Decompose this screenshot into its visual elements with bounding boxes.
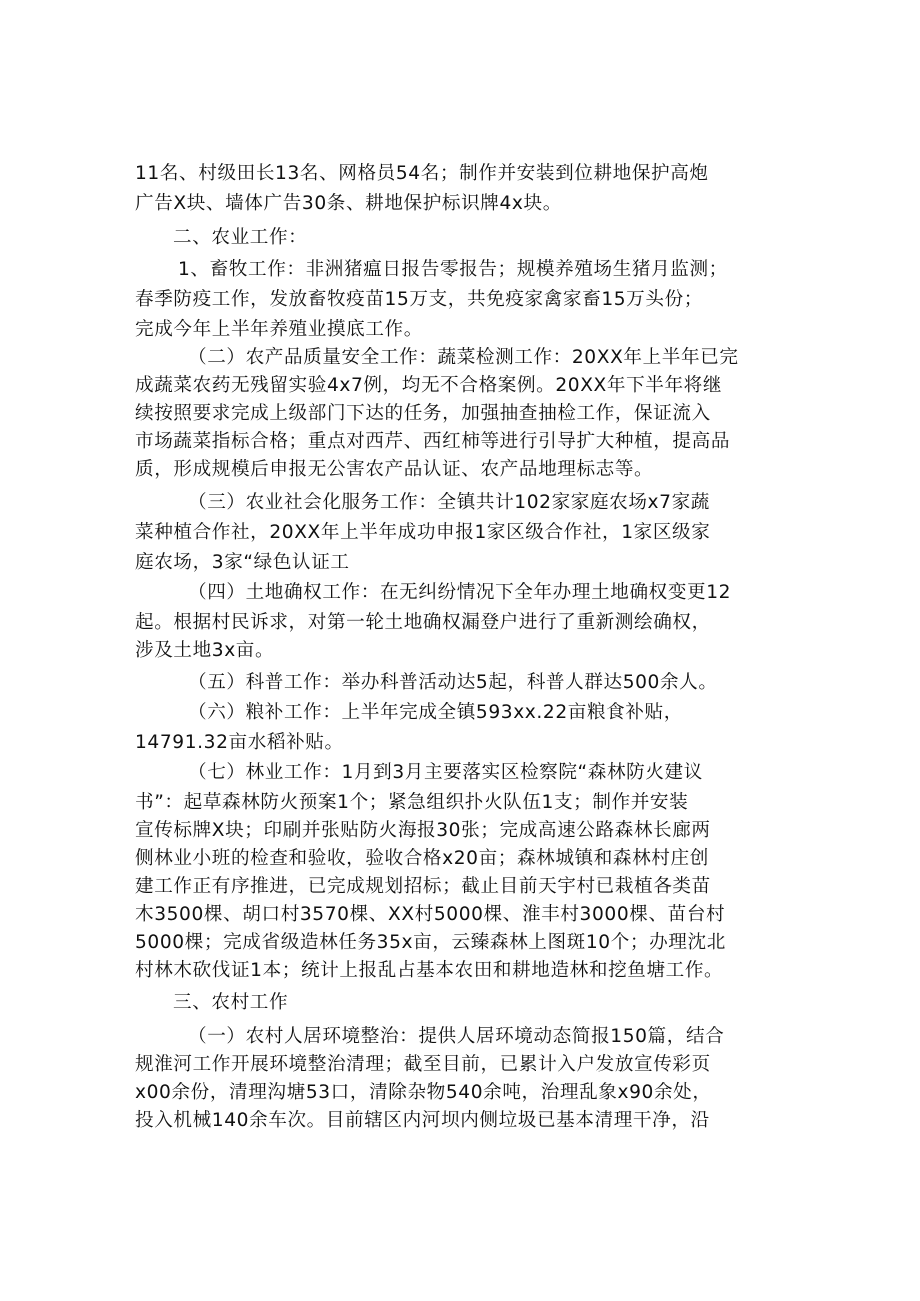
- text-line: 质，形成规模后申报无公害农产品认证、农产品地理标志等。: [135, 459, 654, 480]
- text-line: 春季防疫工作，发放畜牧疫苗15万支，共免疫家禽家畜15万头份；: [135, 289, 703, 310]
- text-line: 三、农村工作: [173, 992, 289, 1013]
- text-line: 涉及土地3x亩。: [135, 640, 275, 661]
- text-line: 市场蔬菜指标合格；重点对西芹、西红柿等进行引导扩大种植，提高品: [135, 431, 731, 452]
- text-line: 起。根据村民诉求，对第一轮土地确权漏登户进行了重新测绘确权，: [135, 612, 711, 633]
- text-line: 宣传标牌X块；印刷并张贴防火海报30张；完成高速公路森林长廊两: [135, 820, 711, 841]
- text-line: 规淮河工作开展环境整治清理；截至目前，已累计入户发放宣传彩页: [135, 1054, 711, 1075]
- text-line: 书”：起草森林防火预案1个；紧急组织扑火队伍1支；制作并安装: [135, 792, 689, 813]
- text-line: 建工作正有序推进，已完成规划招标；截止目前天宇村已栽植各类苗: [135, 876, 711, 897]
- text-line: 村林木砍伐证1本；统计上报乱占基本农田和耕地造林和挖鱼塘工作。: [135, 960, 724, 981]
- text-line: 投入机械140余车次。目前辖区内河坝内侧垃圾已基本清理干净，沿: [135, 1110, 710, 1131]
- text-line: （五）科普工作：举办科普活动达5起，科普人群达500余人。: [188, 672, 718, 693]
- text-line: 侧林业小班的检查和验收，验收合格x20亩；森林城镇和森林村庄创: [135, 848, 709, 869]
- text-line: （四）土地确权工作：在无纠纷情况下全年办理土地确权变更12: [188, 582, 732, 603]
- text-line: 菜种植合作社，20XX年上半年成功申报1家区级合作社，1家区级家: [135, 522, 711, 543]
- text-line: （三）农业社会化服务工作：全镇共计102家家庭农场x7家蔬: [188, 492, 710, 513]
- text-line: 14791.32亩水稻补贴。: [135, 732, 344, 753]
- text-line: 庭农场，3家“绿色认证工: [135, 552, 350, 573]
- text-line: （一）农村人居环境整治：提供人居环境动态简报150篇，结合: [188, 1026, 725, 1047]
- text-line: x00余份，清理沟塘53口，清除杂物540余吨，治理乱象x90余处，: [135, 1082, 712, 1103]
- text-line: 5000棵；完成省级造林任务35x亩，云臻森林上图斑10个；办理沈北: [135, 932, 726, 953]
- text-line: （六）粮补工作：上半年完成全镇593xx.22亩粮食补贴，: [188, 702, 683, 723]
- text-line: 木3500棵、胡口村3570棵、XX村5000棵、淮丰村3000棵、苗台村: [135, 904, 726, 925]
- text-line: 成蔬菜农药无残留实验4x7例，均无不合格案例。20XX年下半年将继: [135, 375, 723, 396]
- text-line: 续按照要求完成上级部门下达的任务，加强抽查抽检工作，保证流入: [135, 403, 711, 424]
- text-line: 二、农业工作：: [173, 227, 308, 248]
- text-line: （七）林业工作：1月到3月主要落实区检察院“森林防火建议: [188, 762, 703, 783]
- text-line: （二）农产品质量安全工作：蔬菜检测工作：20XX年上半年已完: [188, 347, 739, 368]
- text-line: 1、畜牧工作：非洲猪瘟日报告零报告；规模养殖场生猪月监测；: [178, 259, 728, 280]
- text-line: 完成今年上半年养殖业摸底工作。: [135, 319, 423, 340]
- text-line: 11名、村级田长13名、网格员54名；制作并安装到位耕地保护高炮: [135, 163, 709, 184]
- text-line: 广告X块、墙体广告30条、耕地保护标识牌4x块。: [135, 193, 562, 214]
